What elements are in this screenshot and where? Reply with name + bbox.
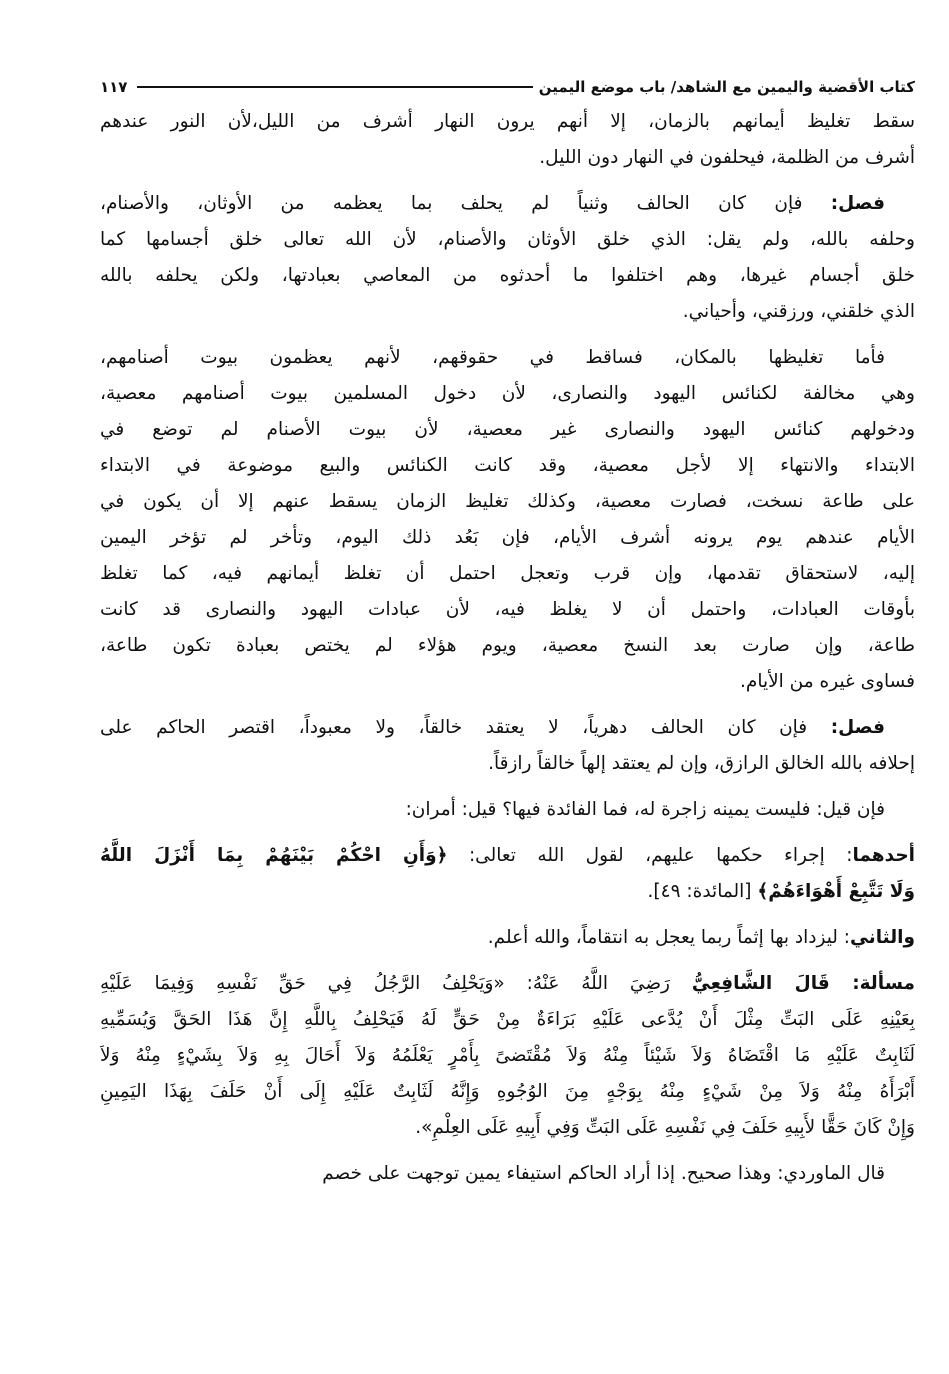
line-text: أشرف من الظلمة، فيحلفون في النهار دون الليل. (539, 147, 915, 168)
text-line (100, 258, 915, 294)
line-text: فإن كان الحالف دهرياً، لا يعتقد خالقاً، ولا معبوداً، اقتصر الحاكم على (100, 717, 831, 738)
header-rule (137, 86, 532, 88)
line-text: رَضِيَ اللَّهُ عَنْهُ: «وَيَحْلِفُ الرَّجُلُ فِي حَقِّ نَفْسِهِ وَفِيمَا عَلَيْهِ (100, 973, 692, 994)
line-text: فإن قيل: فليست يمينه زاجرة له، فما الفائدة فيها؟ قيل: أمران: (405, 799, 885, 820)
paragraph (100, 838, 915, 910)
text-line (100, 920, 915, 956)
text-line (100, 412, 915, 448)
text-line (100, 664, 915, 700)
line-text: إليه، لاستحقاق تقدمها، وإن قرب وتعجل احتمل أن تغلظ أيمانهم فيه، كما تغلظ (100, 563, 915, 584)
line-text: لَثَابِتٌ عَلَيْهِ مَا اقْتَضَاهُ وَلاَ شَيْئاً مِنْهُ وَلاَ مُقْتَضىً بِأَمْرٍ يَعْلَمُهُ وَلاَ أَحَالَ بِهِ وَلاَ بِشَيْءٍ مِنْهُ وَلاَ (100, 1045, 915, 1066)
paragraph (100, 186, 915, 330)
line-text: بأوقات العبادات، واحتمل أن لا يغلظ فيه، لأن عبادات اليهود والنصارى قد كانت (100, 599, 915, 620)
paragraph (100, 792, 915, 828)
quran-verse: ﴿وَأَنِ احْكُمْ بَيْنَهُمْ بِمَا أَنْزَلَ اللَّهُ (100, 845, 448, 866)
page-body (100, 104, 915, 1192)
line-text: طاعة، وإن صارت بعد النسخ معصية، ويوم هؤلاء لم يختص بعبادة تكون طاعة، (100, 635, 915, 656)
bold-lead: فصل: (830, 717, 885, 738)
text-line (100, 966, 915, 1002)
text-line (100, 222, 915, 258)
text-line (100, 104, 915, 140)
line-text: الذي خلقني، ورزقني، وأحياني. (682, 301, 915, 322)
line-text: فإن كان الحالف وثنياً لم يحلف بما يعظمه من الأوثان، والأصنام، (100, 193, 831, 214)
line-text: خلق أجسام غيرها، وهم اختلفوا ما أحدثوه من المعاصي بعبادتها، ولكن يحلفه بالله (100, 265, 915, 286)
running-header (100, 70, 915, 104)
line-text: أَبْرَأَهُ مِنْهُ وَلاَ مِنْ شَيْءٍ مِنْهُ بِوَجْهٍ مِنَ الوُجُوهِ وَإِنَّهُ لَثَابِتٌ عَلَيْهِ إِلَى أَنْ حَلَفَ بِهَذَا اليَمِينِ (100, 1081, 915, 1102)
text-line (100, 186, 915, 222)
line-text: فأما تغليظها بالمكان، فساقط في حقوقهم، لأنهم يعظمون بيوت أصنامهم، (100, 347, 885, 368)
line-text: فساوى غيره من الأيام. (739, 671, 915, 692)
bold-lead: والثاني (850, 927, 915, 948)
line-text: وحلفه بالله، ولم يقل: الذي خلق الأوثان والأصنام، لأن الله تعالى خلق أجسامها كما (100, 229, 915, 250)
text-line (100, 520, 915, 556)
text-line (100, 294, 915, 330)
line-text: الابتداء والانتهاء إلا لأجل معصية، وقد كانت الكنائس والبيع موضوعة في الابتداء (100, 455, 915, 476)
paragraph (100, 710, 915, 782)
text-line (100, 556, 915, 592)
paragraph (100, 340, 915, 700)
text-line (100, 1002, 915, 1038)
line-text: وَإِنْ كَانَ حَقًّا لأَبِيهِ حَلَفَ فِي نَفْسِهِ عَلَى البَتِّ وَفِي أَبِيهِ عَلَى العِلْمِ». (415, 1117, 915, 1138)
text-line (100, 140, 915, 176)
quran-verse: وَلَا تَتَّبِعْ أَهْوَاءَهُمْ﴾ (757, 881, 915, 902)
paragraph (100, 920, 915, 956)
line-text: سقط تغليظ أيمانهم بالزمان، إلا أنهم يرون النهار أشرف من الليل،لأن النور عندهم (100, 111, 915, 132)
text-line (100, 1074, 915, 1110)
line-text: على طاعة نسخت، فصارت معصية، وكذلك تغليظ الزمان يسقط عنهم إلا أن يكون في (100, 491, 915, 512)
text-line (100, 628, 915, 664)
paragraph (100, 966, 915, 1146)
line-text: [المائدة: ٤٩]. (647, 881, 758, 902)
text-line (100, 1110, 915, 1146)
text-line (100, 874, 915, 910)
line-text: ودخولهم كنائس اليهود والنصارى غير معصية، لأن بيوت الأصنام لم توضع في (100, 419, 915, 440)
line-text: : إجراء حكمها عليهم، لقول الله تعالى: (447, 845, 853, 866)
text-line (100, 1038, 915, 1074)
text-line (100, 1156, 915, 1192)
bold-lead: فصل: (830, 193, 885, 214)
text-line (100, 376, 915, 412)
page-number: ١١٧ (100, 78, 128, 96)
line-text: الأيام عندهم يوم يرونه أشرف الأيام، فإن بَعُد ذلك اليوم، وتأخر لم تؤخر اليمين (100, 527, 915, 548)
line-text: بِعَيْنِهِ عَلَى البَتِّ مِثْلَ أَنْ يُدَّعى عَلَيْهِ بَرَاءَةٌ مِنْ حَقٍّ لَهُ فَيَحْلِفُ بِاللَّهِ إِنَّ هَذَا الحَقَّ وَيُسَمِّيهِ (100, 1009, 915, 1030)
text-line (100, 792, 915, 828)
bold-lead: أحدهما (852, 845, 915, 866)
line-text: قال الماوردي: وهذا صحيح. إذا أراد الحاكم استيفاء يمين توجهت على خصم (322, 1163, 885, 1184)
book-page (100, 70, 915, 1202)
text-line (100, 448, 915, 484)
line-text: إحلافه بالله الخالق الرازق، وإن لم يعتقد إلهاً خالقاً رازقاً. (488, 753, 915, 774)
line-text: وهي مخالفة لكنائس اليهود والنصارى، لأن دخول المسلمين بيوت أصنامهم معصية، (100, 383, 915, 404)
paragraph (100, 1156, 915, 1192)
text-line (100, 838, 915, 874)
line-text: : ليزداد بها إثماً ربما يعجل به انتقاماً، والله أعلم. (487, 927, 851, 948)
bold-lead: مسألة: قَالَ الشَّافِعِيُّ (691, 973, 915, 994)
text-line (100, 710, 915, 746)
paragraph (100, 104, 915, 176)
header-title: كتاب الأقضية واليمين مع الشاهد/ باب موضع اليمين (538, 78, 915, 96)
text-line (100, 746, 915, 782)
text-line (100, 592, 915, 628)
text-line (100, 340, 915, 376)
text-line (100, 484, 915, 520)
